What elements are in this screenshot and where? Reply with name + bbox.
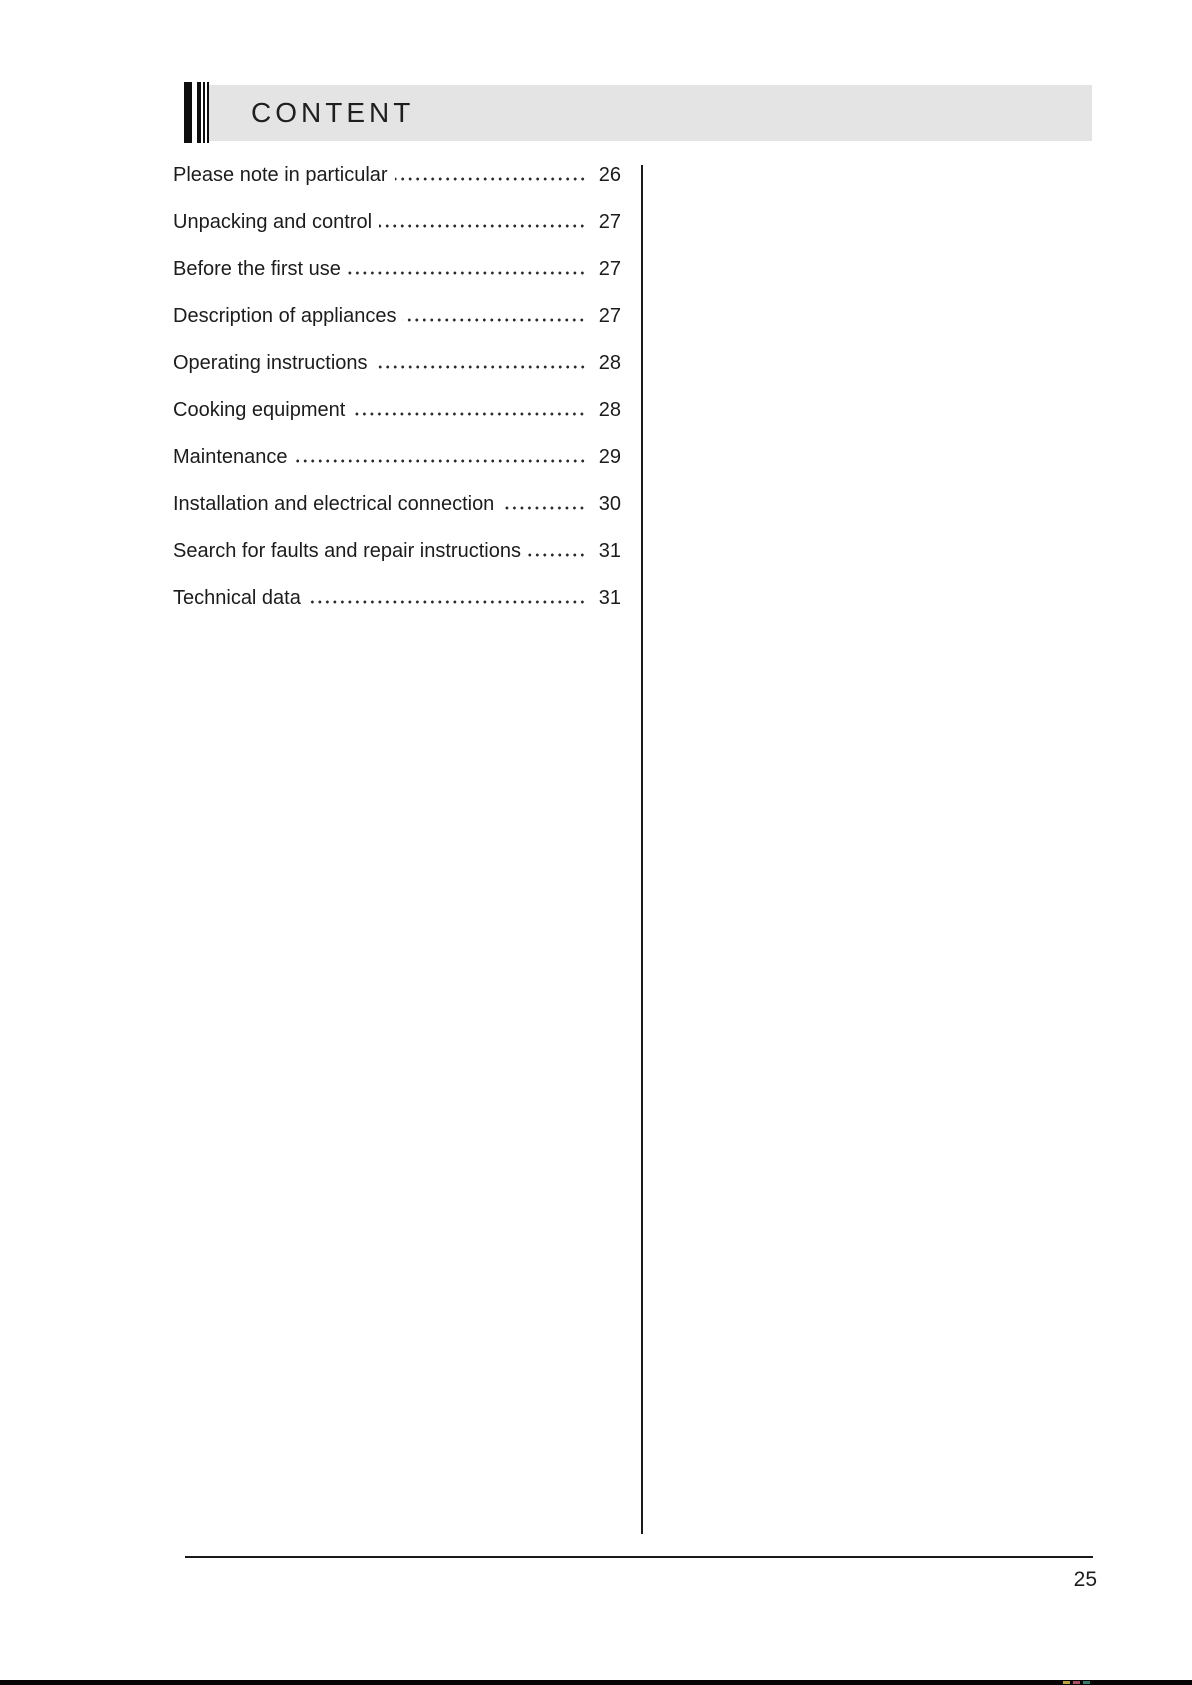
artifact-dash [1063, 1681, 1070, 1684]
decoration-bar-thin [203, 82, 205, 143]
toc-entry-page: 31 [598, 587, 621, 609]
toc-entry [173, 257, 621, 281]
decoration-bar-thick [184, 82, 192, 143]
toc-entry [173, 351, 621, 375]
toc-entry-label: Search for faults and repair instructions [173, 540, 521, 562]
dot-leader [308, 600, 586, 604]
toc-entry-label: Before the first use [173, 258, 341, 280]
toc-entry-page: 27 [598, 305, 621, 327]
page-title: CONTENT [251, 96, 415, 128]
toc-entry-label: Description of appliances [173, 305, 397, 327]
toc-entry-page: 27 [598, 258, 621, 280]
toc-entry [173, 586, 621, 610]
dot-leader [501, 506, 586, 510]
toc-entry-page: 26 [598, 164, 621, 186]
header-bars-decoration [184, 82, 209, 143]
toc-entry-label: Please note in particular [173, 164, 388, 186]
toc-entry-page: 27 [598, 211, 621, 233]
toc-entry-label: Installation and electrical connection [173, 493, 495, 515]
toc-entry [173, 445, 621, 469]
dot-leader [375, 365, 586, 369]
dot-leader [295, 459, 586, 463]
table-of-contents [173, 163, 621, 633]
print-registration-artifact [1063, 1681, 1090, 1684]
toc-entry-label: Operating instructions [173, 352, 368, 374]
dot-leader [379, 224, 586, 228]
decoration-bar-medium [197, 82, 201, 143]
dot-leader [528, 553, 586, 557]
page-number: 25 [1073, 1568, 1097, 1591]
dot-leader [395, 177, 586, 181]
dot-leader [348, 271, 586, 275]
toc-entry [173, 163, 621, 187]
dot-leader [403, 318, 586, 322]
toc-entry [173, 492, 621, 516]
footer-rule [185, 1556, 1093, 1558]
toc-entry-label: Unpacking and control [173, 211, 373, 233]
artifact-dash [1083, 1681, 1090, 1684]
toc-entry-label: Technical data [173, 587, 301, 609]
toc-entry-page: 28 [598, 399, 621, 421]
toc-entry-page: 30 [598, 493, 621, 515]
artifact-dash [1073, 1681, 1080, 1684]
toc-entry [173, 304, 621, 328]
toc-entry-label: Cooking equipment [173, 399, 346, 421]
content-header [184, 82, 1092, 143]
toc-entry [173, 539, 621, 563]
toc-entry [173, 210, 621, 234]
bottom-edge-bar [0, 1680, 1192, 1685]
toc-entry-label: Maintenance [173, 446, 288, 468]
dot-leader [352, 412, 586, 416]
toc-entry-page: 29 [598, 446, 621, 468]
column-divider [641, 165, 643, 1534]
toc-entry-page: 31 [598, 540, 621, 562]
toc-entry-page: 28 [598, 352, 621, 374]
toc-entry [173, 398, 621, 422]
header-gray-band [209, 85, 1092, 141]
